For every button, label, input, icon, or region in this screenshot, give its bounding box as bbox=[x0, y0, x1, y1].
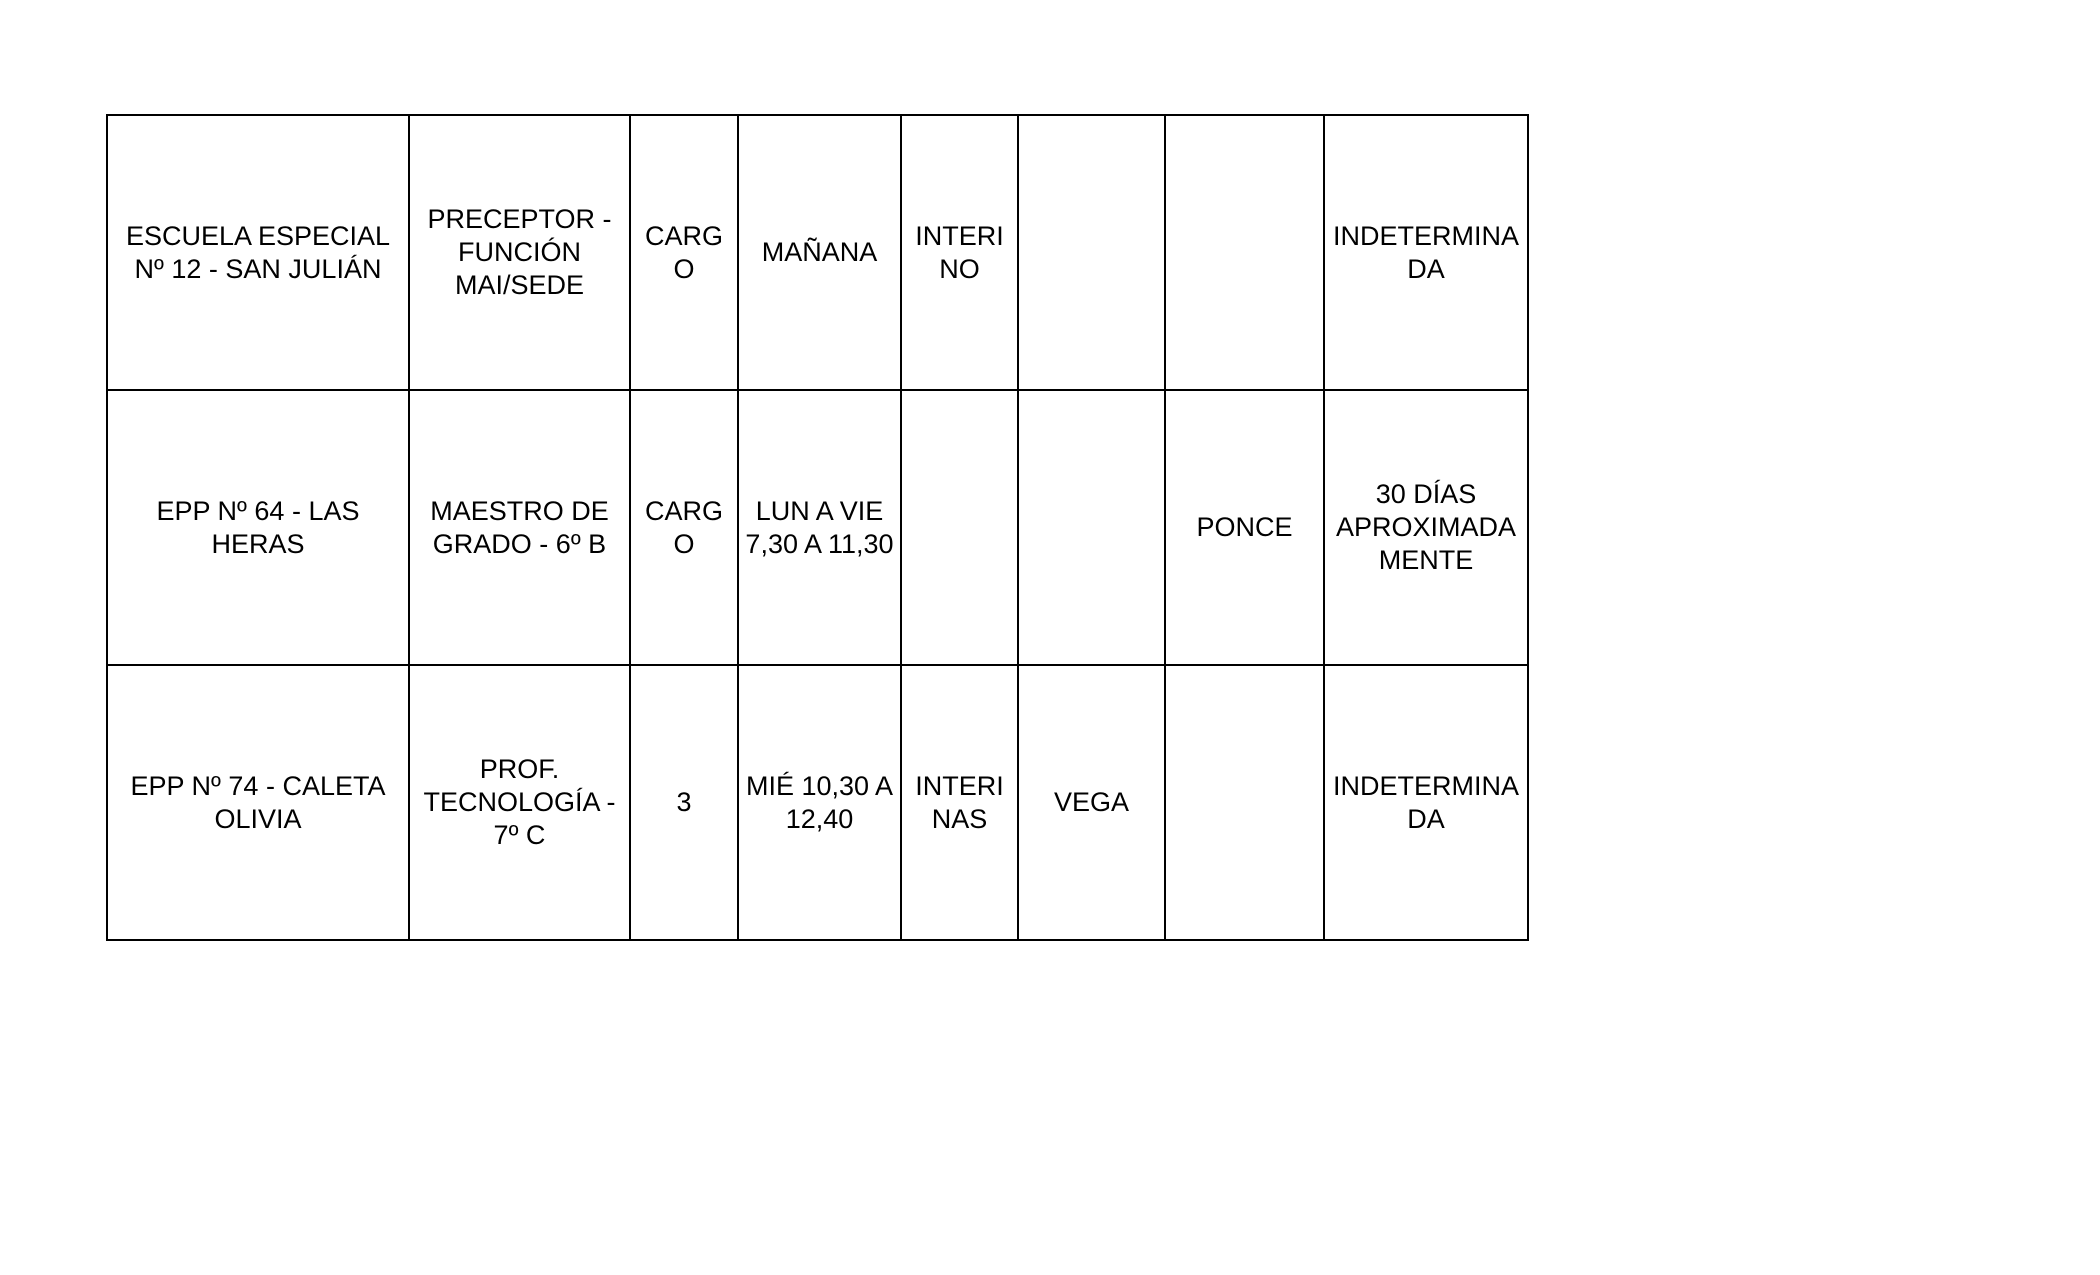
cell-type: 3 bbox=[630, 665, 738, 940]
cell-name-2 bbox=[1165, 665, 1324, 940]
cell-duration: INDETERMINA DA bbox=[1324, 115, 1528, 390]
cell-schedule: LUN A VIE 7,30 A 11,30 bbox=[738, 390, 901, 665]
cell-school: EPP Nº 64 - LAS HERAS bbox=[107, 390, 409, 665]
cell-schedule: MAÑANA bbox=[738, 115, 901, 390]
cell-name-2 bbox=[1165, 115, 1324, 390]
data-table bbox=[106, 114, 1529, 941]
table-row bbox=[107, 390, 1528, 665]
cell-type: CARG O bbox=[630, 115, 738, 390]
cell-position: MAESTRO DE GRADO - 6º B bbox=[409, 390, 630, 665]
cell-position: PRECEPTOR - FUNCIÓN MAI/SEDE bbox=[409, 115, 630, 390]
cell-status bbox=[901, 390, 1018, 665]
table-row bbox=[107, 115, 1528, 390]
cell-name-1 bbox=[1018, 115, 1165, 390]
cell-duration: INDETERMINA DA bbox=[1324, 665, 1528, 940]
cell-name-2: PONCE bbox=[1165, 390, 1324, 665]
cell-name-1: VEGA bbox=[1018, 665, 1165, 940]
cell-status: INTERI NAS bbox=[901, 665, 1018, 940]
cell-duration: 30 DÍAS APROXIMADA MENTE bbox=[1324, 390, 1528, 665]
cell-name-1 bbox=[1018, 390, 1165, 665]
cell-type: CARG O bbox=[630, 390, 738, 665]
table-row bbox=[107, 665, 1528, 940]
cell-position: PROF. TECNOLOGÍA - 7º C bbox=[409, 665, 630, 940]
cell-school: EPP Nº 74 - CALETA OLIVIA bbox=[107, 665, 409, 940]
cell-status: INTERI NO bbox=[901, 115, 1018, 390]
cell-schedule: MIÉ 10,30 A 12,40 bbox=[738, 665, 901, 940]
cell-school: ESCUELA ESPECIAL Nº 12 - SAN JULIÁN bbox=[107, 115, 409, 390]
